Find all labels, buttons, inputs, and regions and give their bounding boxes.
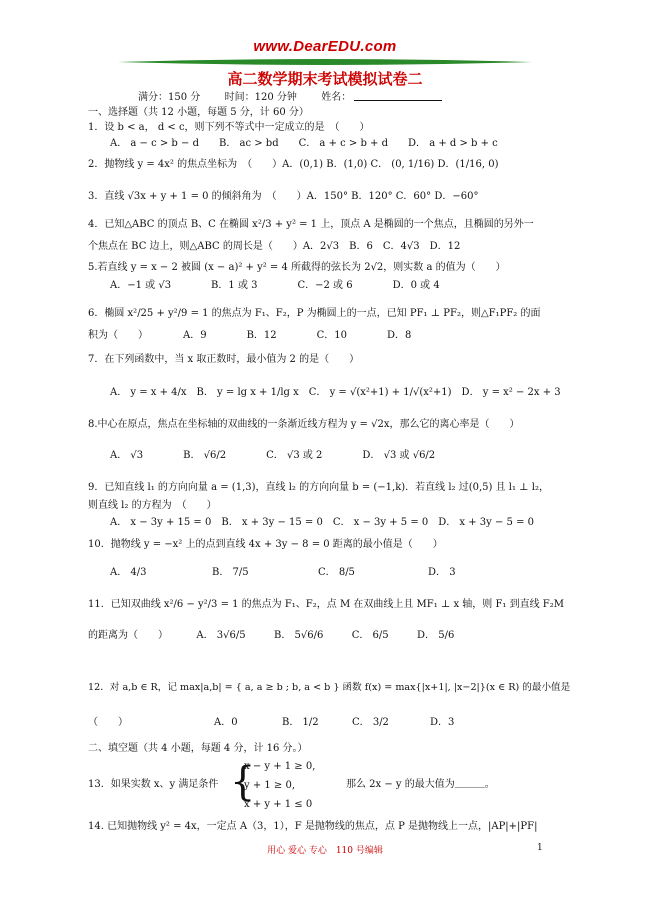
q4-stem2: 个焦点在 BC 边上，则△ABC 的周长是（ ）A．2√3 B．6 C．4√3 D．12 [88,241,461,252]
q2-stem [88,158,498,172]
q8-stem: 8.中心在原点，焦点在坐标轴的双曲线的一条渐近线方程为 y = √2x，那么它的离心率是（ ） [88,419,520,430]
q12-option-b: B． 1/2 [282,717,319,728]
q5-stem: 5.若直线 y = x − 2 被圆 (x − a)² + y² = 4 所截得的弦长为 2√2，则实数 a 的值为（ ） [88,262,506,273]
q12-option-c: C． 3/2 [352,717,389,728]
name-label: 姓名： [321,92,352,103]
q1-options: A． a − c > b − d B． ac > bd C． a + c > b + d D． a + d > b + c [110,138,498,149]
q11-option-d: D． 5/6 [417,630,455,641]
score-info: 满分：150 分 [138,92,201,103]
q12-option-a: A．0 [214,717,238,728]
q2-option-d: D．(1/16, 0) [437,159,499,170]
q7-options: A． y = x + 4/x B． y = lg x + 1/lg x C． y = √(x²+1) + 1/√(x²+1) D． y = x² − 2x + 3 [110,387,561,398]
q12-stem: 12．对 a,b ∈ R，记 max|a,b| = { a, a ≥ b ; b, a < b } 函数 f(x) = max{|x+1|, |x−2|}(x ∈ R) 的最小值是 [88,682,571,693]
q9-stem2: 则直线 l₂ 的方程为 （ ） [88,500,217,511]
q6-stem2: 积为（ ） A．9 B．12 C．10 D．8 [88,330,412,341]
q10-option-a: A． 4/3 [110,567,147,578]
section-fill-title: 二、填空题（共 4 小题，每题 4 分，计 16 分。） [88,743,308,754]
section-choice-title: 一、选择题（共 12 小题，每题 5 分，计 60 分） [88,107,309,118]
header-decorative-bar [118,58,532,66]
name-blank [354,90,442,101]
q13-condition-2: y + 1 ≥ 0, [244,780,296,791]
footer-note: 用心 爱心 专心 110 号编辑 [267,846,383,856]
q9-stem: 9．已知直线 l₁ 的方向向量 a = (1,3)，直线 l₂ 的方向向量 b = (−1,k)．若直线 l₂ 过(0,5) 且 l₁ ⊥ l₂， [88,482,549,493]
q3-stem: 3．直线 √3x + y + 1 = 0 的倾斜角为 （ ）A．150° B．120° C．60° D．−60° [88,191,479,202]
q10-option-b: B． 7/5 [212,567,249,578]
q12-option-d: D．3 [430,717,455,728]
q4-stem: 4．已知△ABC 的顶点 B、C 在椭圆 x²/3 + y² = 1 上，顶点 A 是椭圆的一个焦点，且椭圆的另外一 [88,219,534,230]
q14-stem: 14. 已知抛物线 y² = 4x，一定点 A（3，1），F 是抛物线的焦点，点 P 是抛物线上一点，|AP|+|PF| [88,821,538,832]
q11-option-b: B． 5√6/6 [273,630,324,641]
q13-condition-3: x + y + 1 ≤ 0 [244,799,313,810]
q8-options: A． √3 B． √6/2 C． √3 或 2 D． √3 或 √6/2 [110,450,436,461]
q9-options: A． x − 3y + 15 = 0 B． x + 3y − 15 = 0 C． x − 3y + 5 = 0 D． x + 3y − 5 = 0 [110,517,535,528]
q10-stem: 10．抛物线 y = −x² 上的点到直线 4x + 3y − 8 = 0 距离的最小值是（ ） [88,539,443,550]
page-number: 1 [537,843,543,853]
q13-tail: 那么 2x − y 的最大值为＿＿＿。 [346,779,495,790]
q6-stem: 6．椭圆 x²/25 + y²/9 = 1 的焦点为 F₁、F₂，P 为椭圆上的一点，已知 PF₁ ⊥ PF₂，则△F₁PF₂ 的面 [88,308,541,319]
q1-stem: 1．设 b < a， d < c，则下列不等式中一定成立的是 （ ） [88,122,370,133]
q7-stem: 7．在下列函数中，当 x 取正数时，最小值为 2 的是（ ） [88,354,360,365]
q5-options: A．−1 或 √3 B．1 或 3 C．−2 或 6 D．0 或 4 [110,280,440,291]
q2-stem-text: 2．抛物线 y = 4x² 的焦点坐标为 （ ）A．(0,1) B．(1,0) C． [88,159,389,170]
q12-stem2: （ ） [88,717,128,728]
q11-option-a: A． 3√6/5 [196,630,246,641]
q10-option-c: C． 8/5 [318,567,355,578]
q11-stem2 [88,629,454,643]
q11-stem2-text: 的距离为（ ） [88,630,168,641]
time-info: 时间：120 分钟 [224,92,297,103]
q13-condition-1: x − y + 1 ≥ 0, [244,761,316,772]
q10-option-d: D． 3 [428,567,456,578]
page-title: 高二数学期末考试模拟试卷二 [227,70,423,88]
q13-brace: { [230,759,256,805]
q11-stem: 11．已知双曲线 x²/6 − y²/3 = 1 的焦点为 F₁、F₂，点 M 在双曲线上且 MF₁ ⊥ x 轴，则 F₁ 到直线 F₂M [88,599,564,610]
q2-option-c: (0, 1/16) [391,159,435,170]
q11-option-c: C． 6/5 [351,630,389,641]
exam-info [138,90,442,105]
site-url: www.DearEDU.com [253,38,397,55]
q13-stem: 13．如果实数 x、y 满足条件 [88,779,219,790]
